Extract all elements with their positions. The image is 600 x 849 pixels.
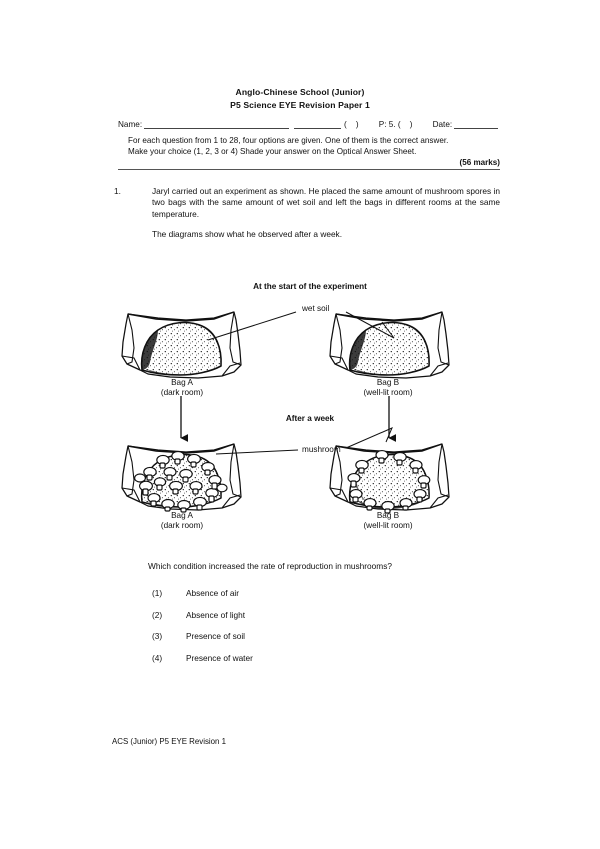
option-number: (1) [152, 588, 163, 598]
bag-b-start-illustration [330, 312, 449, 378]
paper-title: P5 Science EYE Revision Paper 1 [230, 99, 370, 110]
bag-condition: (well-lit room) [363, 388, 413, 398]
option-4[interactable] [152, 648, 492, 670]
bag-label-a-after [122, 511, 242, 532]
date-label: Date: [432, 120, 453, 129]
date-input-line[interactable] [454, 120, 498, 129]
name-label: Name: [118, 120, 143, 129]
bag-a-after-illustration [122, 444, 241, 512]
class-close-paren: ) [409, 120, 413, 129]
instructions-block [128, 136, 500, 157]
question-stem: Jaryl carried out an experiment as shown. He placed the same amount of mushroom spores in two bags with the same amount of wet soil and left the bags in different rooms at the same temperature. [152, 186, 500, 219]
label-mushroom: mushroom [302, 445, 341, 454]
bag-condition: (dark room) [160, 521, 204, 531]
bag-name: Bag B [376, 511, 400, 520]
name-input-line[interactable] [144, 120, 288, 129]
bag-condition: (well-lit room) [363, 521, 413, 531]
page-footer: ACS (Junior) P5 EYE Revision 1 [112, 737, 227, 746]
index-close-paren: ) [355, 120, 359, 129]
experiment-figure [110, 278, 510, 546]
option-text: Presence of water [186, 652, 253, 663]
figure-caption-after: After a week [285, 414, 335, 423]
bag-condition: (dark room) [160, 388, 204, 398]
option-number: (3) [152, 631, 163, 641]
school-name: Anglo-Chinese School (Junior) [235, 87, 365, 97]
bag-b-after-illustration [330, 444, 449, 513]
bag-a-start-illustration [122, 312, 241, 378]
document-header [0, 86, 600, 111]
name-class-date-row [118, 120, 498, 129]
option-text: Absence of air [186, 588, 240, 598]
answer-options [152, 583, 492, 669]
option-number: (2) [152, 609, 163, 620]
option-3[interactable] [152, 626, 492, 648]
figure-caption-start: At the start of the experiment [253, 282, 367, 291]
name-input-line-2[interactable] [294, 120, 342, 129]
question-number: 1. [114, 186, 121, 196]
question-prompt: Which condition increased the rate of reproduction in mushrooms? [148, 561, 392, 571]
bag-name: Bag B [376, 378, 400, 387]
option-1[interactable] [152, 583, 492, 605]
bags-diagram [110, 278, 510, 546]
option-2[interactable] [152, 605, 492, 627]
bag-name: Bag A [171, 511, 193, 520]
index-open-paren: ( [344, 120, 347, 129]
option-text: Absence of light [186, 609, 246, 620]
label-wet-soil: wet soil [302, 304, 330, 313]
instruction-line-2: Make your choice (1, 2, 3 or 4) Shade your answer on the Optical Answer Sheet. [128, 146, 417, 156]
option-number: (4) [152, 652, 163, 663]
total-marks: (56 marks) [459, 158, 500, 167]
bag-label-b-after [328, 511, 448, 532]
question-subtext: The diagrams show what he observed after a week. [152, 229, 343, 239]
bag-label-a-start [122, 378, 242, 399]
class-label: P: 5. ( [378, 120, 401, 129]
option-text: Presence of soil [186, 631, 246, 641]
header-divider [118, 169, 500, 170]
progress-arrows [181, 396, 389, 438]
instruction-line-1: For each question from 1 to 28, four options are given. One of them is the correct answer. [128, 136, 449, 145]
bag-name: Bag A [171, 378, 193, 387]
bag-label-b-start [328, 378, 448, 399]
